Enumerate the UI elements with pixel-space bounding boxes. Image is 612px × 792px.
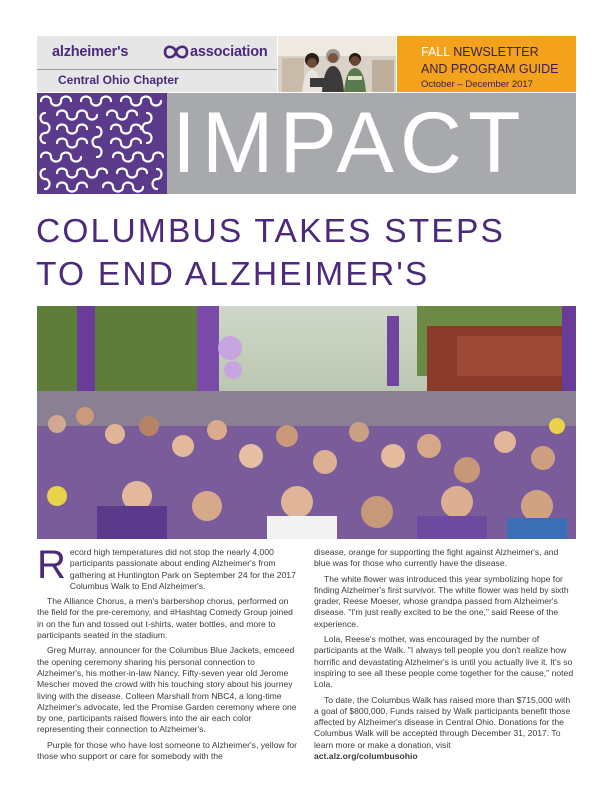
paragraph: disease, orange for supporting the fight against Alzheimer's, and blue was for those who currently have the disease. [314, 547, 559, 569]
fall-word: FALL [421, 45, 450, 59]
logo-text-alzheimers: alzheimer's [52, 44, 129, 60]
article-column-left [37, 543, 299, 766]
paragraph: The white flower was introduced this year symbolizing hope for finding Alzheimer's first survivor. The white flower was held by sixth grader, Reese Moeser, whose grandpa passed from Alzheimer's disease. "I'm just really excited to be the one," said Reese of the experience. [314, 573, 569, 629]
article-column-right [314, 547, 576, 766]
decorative-pattern [37, 93, 167, 194]
newsletter-title: IMPACT [172, 95, 527, 191]
family-photo [278, 36, 396, 92]
donation-link[interactable]: act.alz.org/columbusohio [314, 751, 418, 762]
paragraph: Lola, Reese's mother, was encouraged by the number of participants at the Walk. "I always tell people you don't realize how horrific and devastating Alzheimer's is until you actually live it. It's so inspiring to see all these people come together for the cause," noted Lola. [314, 634, 574, 690]
paragraph: Purple for those who have lost someone to Alzheimer's, yellow for those who support or care for somebody with the [37, 739, 298, 762]
article-headline [36, 210, 581, 296]
paragraph: Greg Murray, announcer for the Columbus Blue Jackets, emceed the opening ceremony sharing his personal connection to Alzheimer's, his mother-in-law Nancy. Fifty-seven year old Jerome Mescher moved the crowd with his touching story about his journey living with the disease. Colleen Marshall from NBC4, a long-time Alzheimer's advocate, led the Promise Garden ceremony where one by one, participants raised flowers into the air each color representing their connection to Alzheimer's. [37, 645, 297, 735]
newsletter-word: NEWSLETTER [453, 45, 539, 59]
masthead-divider [37, 69, 277, 70]
headline-line-1: COLUMBUS TAKES STEPS [36, 213, 506, 250]
season-label [421, 45, 539, 59]
program-guide-label: AND PROGRAM GUIDE [421, 62, 559, 76]
logo-text-association: association [190, 44, 268, 60]
headline-line-2: TO END ALZHEIMER'S [36, 256, 430, 293]
paragraph-text: ecord high temperatures did not stop the nearly 4,000 participants passionate about ending Alzheimer's from gathering at Huntington Park on September 24 for the 2017 Columbus Walk to End Alzheimer's. [69, 547, 296, 591]
paragraph [37, 543, 299, 592]
chapter-name: Central Ohio Chapter [58, 73, 179, 87]
paragraph-text: To date, the Columbus Walk has raised more than $715,000 with a goal of $800,000. Funds raised by Walk participants benefit those affected by Alzheimer's disease in Central Ohio. Donations for the Columbus Walk will be accepted through December 31, 2017. To learn more or make a donation, visit [314, 694, 571, 750]
alz-logo-icon [161, 42, 191, 62]
drop-cap: R [37, 543, 66, 587]
paragraph [314, 695, 576, 763]
walk-crowd-photo [37, 306, 576, 539]
paragraph: The Alliance Chorus, a men's barbershop chorus, performed on the field for the pre-ceremony, and #Hashtag Comedy Group joined in on the fun and tossed out t-shirts, water bottles, and more to participants seated in the stadium. [37, 596, 293, 641]
issue-date-range: October – December 2017 [421, 79, 533, 90]
